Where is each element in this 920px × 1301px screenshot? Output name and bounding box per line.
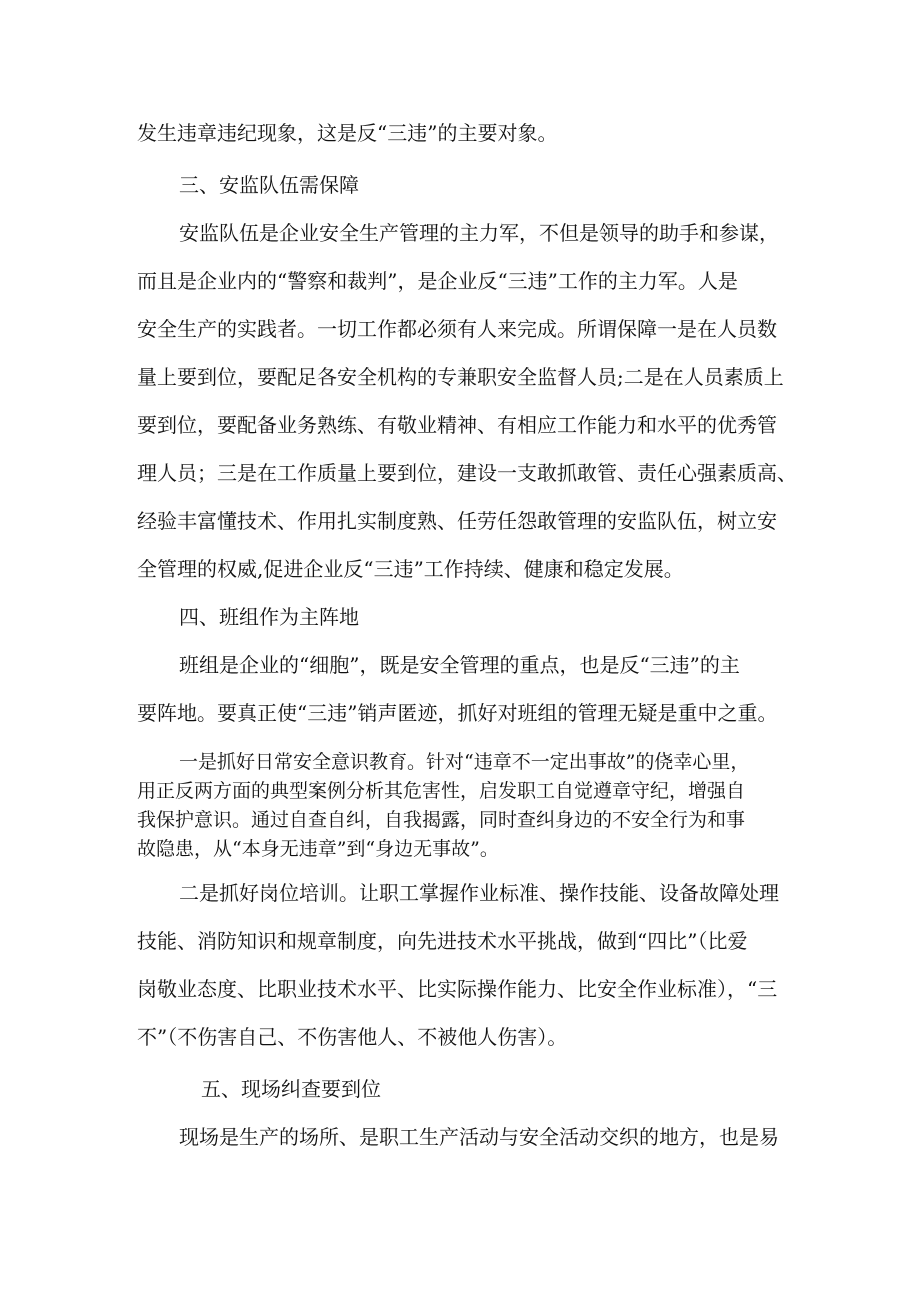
paragraph-line: 要到位，要配备业务熟练、有敬业精神、有相应工作能力和水平的优秀管 [137,413,777,437]
paragraph-line: 安监队伍是企业安全生产管理的主力军，不但是领导的助手和参谋， [179,221,779,245]
paragraph-line: 班组是企业的“细胞”，既是安全管理的重点，也是反“三违”的主 [179,653,740,677]
paragraph-line: 而且是企业内的“警察和裁判”，是企业反“三违”工作的主力军。人是 [137,269,738,293]
paragraph-line: 经验丰富懂技术、作用扎实制度熟、任劳任怨敢管理的安监队伍，树立安 [137,509,777,533]
paragraph-line: 发生违章违纪现象，这是反“三违”的主要对象。 [137,121,558,145]
paragraph-line: 量上要到位，要配足各安全机构的专兼职安全监督人员;二是在人员素质上 [137,365,784,389]
paragraph-line: 岗敬业态度、比职业技术水平、比实际操作能力、比安全作业标准），“三 [137,977,778,1001]
paragraph-line: 二是抓好岗位培训。让职工掌握作业标准、操作技能、设备故障处理 [179,881,779,905]
paragraph-line: 要阵地。要真正使“三违”销声匿迹，抓好对班组的管理无疑是重中之重。 [137,701,778,725]
paragraph-line: 不”（不伤害自己、不伤害他人、不被他人伤害）。 [137,1025,568,1049]
paragraph-line: 安全生产的实践者。一切工作都必须有人来完成。所谓保障一是在人员数 [137,317,777,341]
paragraph-line: 理人员；三是在工作质量上要到位，建设一支敢抓敢管、责任心强素质高、 [137,461,797,485]
paragraph-line: 用正反两方面的典型案例分析其危害性，启发职工自觉遵章守纪，增强自 [137,780,746,802]
paragraph-line: 技能、消防知识和规章制度，向先进技术水平挑战，做到“四比”（比爱 [137,929,748,953]
section-heading: 四、班组作为主阵地 [179,605,359,629]
section-heading: 五、现场纠查要到位 [201,1077,381,1101]
paragraph-line: 故隐患，从“本身无违章”到“身边无事故”。 [137,838,499,860]
paragraph-line: 我保护意识。通过自查自纠，自我揭露，同时查纠身边的不安全行为和事 [137,809,746,831]
section-heading: 三、安监队伍需保障 [179,173,359,197]
paragraph-line: 现场是生产的场所、是职工生产活动与安全活动交织的地方，也是易 [179,1125,779,1149]
paragraph-line: 一是抓好日常安全意识教育。针对“违章不一定出事故”的侥幸心里， [179,751,750,773]
paragraph-line: 全管理的权威,促进企业反“三违”工作持续、健康和稳定发展。 [137,557,684,581]
